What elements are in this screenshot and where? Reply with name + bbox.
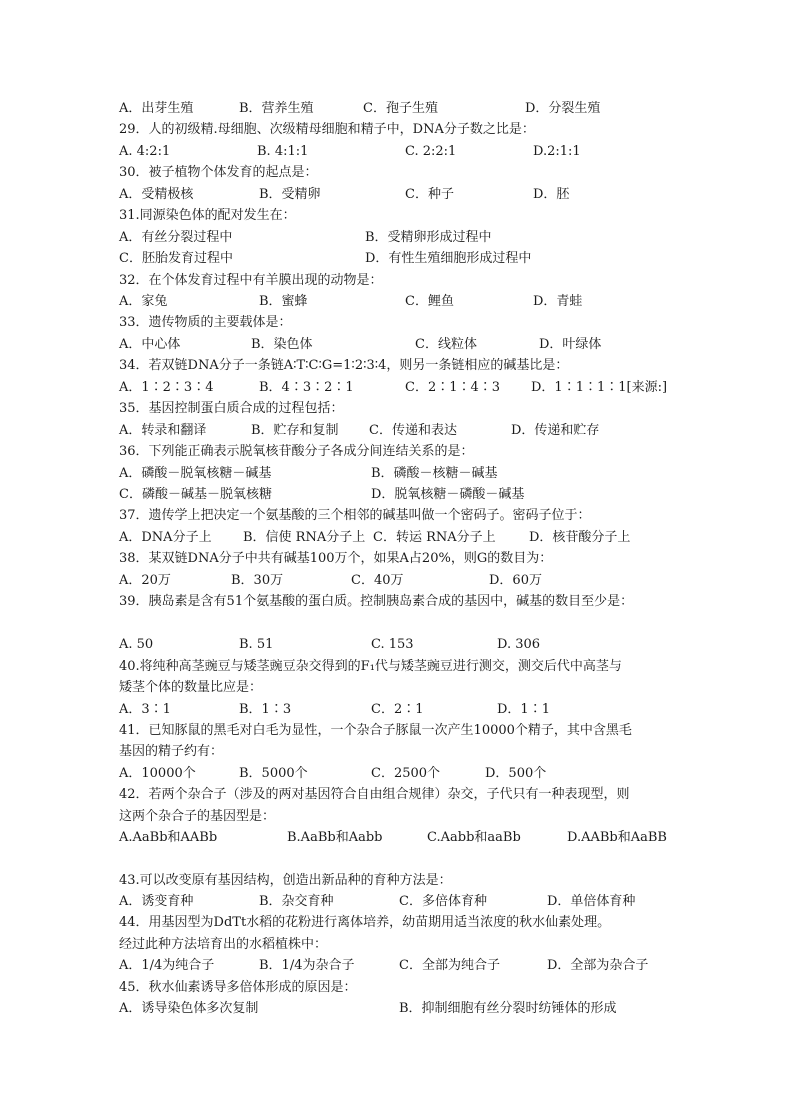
option-d: D．青蛙	[533, 294, 583, 309]
option-a: A．家兔	[119, 294, 168, 309]
question-stem-q31: 31.同源染色体的配对发生在：	[119, 208, 296, 223]
option-c: C.Aabb和aaBb	[427, 830, 521, 845]
option-c: C．胚胎发育过程中	[119, 251, 233, 266]
question-stem-q35: 35．基因控制蛋白质合成的过程包括：	[119, 401, 344, 416]
question-stem-q30: 30．被子植物个体发育的起点是：	[119, 165, 318, 180]
option-c: C．磷酸－碱基－脱氧核糖	[119, 487, 272, 502]
option-a: A．转录和翻译	[119, 423, 207, 438]
option-b: B．1∶3	[239, 702, 292, 717]
option-b: B．1/4为杂合子	[259, 958, 355, 973]
question-stem-q45: 45．秋水仙素诱导多倍体形成的原因是：	[119, 980, 357, 995]
option-c: C．全部为纯合子	[399, 958, 500, 973]
option-d: D．单倍体育种	[547, 894, 636, 909]
option-a: A.AaBb和AABb	[119, 830, 218, 845]
option-a: A．20万	[119, 573, 171, 588]
option-d: D.AABb和AaBB	[567, 830, 667, 845]
option-b: B．抑制细胞有丝分裂时纺锤体的形成	[399, 1001, 617, 1016]
question-stem-q32: 32．在个体发育过程中有羊膜出现的动物是：	[119, 273, 383, 288]
option-d: D．有性生殖细胞形成过程中	[365, 251, 532, 266]
option-d: D. 306	[497, 637, 541, 652]
option-a: A．有丝分裂过程中	[119, 230, 233, 245]
option-a: A. 50	[119, 637, 154, 652]
option-c: C．2∶1∶4∶3	[405, 380, 501, 395]
option-b: B．30万	[231, 573, 284, 588]
option-d: D．脱氧核糖－磷酸－碱基	[371, 487, 525, 502]
option-a: A．磷酸－脱氧核糖－碱基	[119, 466, 272, 481]
option-d: D.2:1:1	[533, 144, 581, 159]
option-a: A．DNA分子上	[119, 530, 212, 545]
option-b: B. 51	[239, 637, 274, 652]
option-d: D．全部为杂合子	[547, 958, 649, 973]
option-d: D．1∶1	[497, 702, 550, 717]
option-b: B．杂交育种	[259, 894, 334, 909]
question-stem-q42-1: 42．若两个杂合子（涉及的两对基因符合自由组合规律）杂交，子代只有一种表现型，则	[119, 787, 630, 802]
option-c: C．40万	[351, 573, 404, 588]
question-stem-q39: 39．胰岛素是含有51个氨基酸的蛋白质。控制胰岛素合成的基因中，碱基的数目至少是：	[119, 594, 634, 609]
option-c: C. 2:2:1	[405, 144, 457, 159]
option-c: C．多倍体育种	[399, 894, 487, 909]
question-stem-q33: 33．遗传物质的主要载体是：	[119, 315, 292, 330]
option-d: D．分裂生殖	[525, 101, 601, 116]
option-b: B．营养生殖	[239, 101, 314, 116]
option-c: C．孢子生殖	[363, 101, 438, 116]
option-d: D．核苷酸分子上	[529, 530, 631, 545]
question-stem-q38: 38．某双链DNA分子中共有碱基100万个，如果A占20%，则G的数目为：	[119, 551, 553, 566]
option-b: B．信使 RNA分子上	[243, 530, 366, 545]
question-stem-q42-2: 这两个杂合子的基因型是：	[119, 809, 276, 824]
option-a: A. 4:2:1	[119, 144, 171, 159]
option-c: C．转运 RNA分子上	[373, 530, 496, 545]
option-b: B．5000个	[239, 766, 308, 781]
option-c: C．2∶1	[371, 702, 424, 717]
question-stem-q43: 43.可以改变原有基因结构，创造出新品种的育种方法是：	[119, 873, 452, 888]
question-stem-q44-1: 44．用基因型为DdTt水稻的花粉进行离体培养，幼苗期用适当浓度的秋水仙素处理。	[119, 915, 611, 930]
option-d: D．60万	[489, 573, 542, 588]
option-a: A．诱导染色体多次复制	[119, 1001, 259, 1016]
option-a: A．1∶2∶3∶4	[119, 380, 214, 395]
option-a: A．受精极核	[119, 187, 194, 202]
question-stem-q29: 29．人的初级精.母细胞、次级精母细胞和精子中，DNA分子数之比是：	[119, 122, 535, 137]
question-stem-q34: 34．若双链DNA分子一条链A∶T∶C∶G=1∶2∶3∶4，则另一条链相应的碱基比是：	[119, 358, 569, 373]
option-d: D．传递和贮存	[511, 423, 600, 438]
option-c: C．种子	[405, 187, 454, 202]
option-c: C．鲤鱼	[405, 294, 454, 309]
question-stem-q37: 37．遗传学上把决定一个氨基酸的三个相邻的碱基叫做一个密码子。密码子位于：	[119, 508, 591, 523]
option-a: A．10000个	[119, 766, 196, 781]
option-b: B．受精卵	[259, 187, 321, 202]
option-b: B. 4:1:1	[257, 144, 309, 159]
option-d: D．1∶1∶1∶1[来源:]	[531, 380, 668, 395]
question-stem-q41-1: 41．已知豚鼠的黑毛对白毛为显性，一个杂合子豚鼠一次产生10000个精子，其中含黑毛	[119, 723, 632, 738]
option-a: A．中心体	[119, 337, 181, 352]
option-b: B.AaBb和Aabb	[287, 830, 383, 845]
option-b: B．磷酸－核糖－碱基	[371, 466, 498, 481]
option-a: A．诱变育种	[119, 894, 194, 909]
question-stem-q36: 36．下列能正确表示脱氧核苷酸分子各成分间连结关系的是：	[119, 444, 474, 459]
option-b: B．受精卵形成过程中	[365, 230, 492, 245]
option-a: A．1/4为纯合子	[119, 958, 215, 973]
option-b: B．4∶3∶2∶1	[259, 380, 354, 395]
option-d: D．500个	[485, 766, 547, 781]
option-d: D．胚	[533, 187, 570, 202]
option-d: D．叶绿体	[539, 337, 602, 352]
question-stem-q40-2: 矮茎个体的数量比应是：	[119, 680, 263, 695]
option-b: B．贮存和复制	[251, 423, 339, 438]
option-c: C．传递和表达	[369, 423, 457, 438]
question-stem-q41-2: 基因的精子约有：	[119, 744, 224, 759]
option-b: B．染色体	[251, 337, 313, 352]
option-c: C. 153	[371, 637, 414, 652]
question-stem-q44-2: 经过此种方法培育出的水稻植株中：	[119, 937, 328, 952]
option-a: A．3∶1	[119, 702, 171, 717]
question-stem-q40-1: 40.将纯种高茎豌豆与矮茎豌豆杂交得到的F₁代与矮茎豌豆进行测交，测交后代中高茎与	[119, 659, 622, 674]
option-c: C．2500个	[371, 766, 441, 781]
option-b: B．蜜蜂	[259, 294, 308, 309]
option-a: A．出芽生殖	[119, 101, 194, 116]
option-c: C．线粒体	[415, 337, 477, 352]
